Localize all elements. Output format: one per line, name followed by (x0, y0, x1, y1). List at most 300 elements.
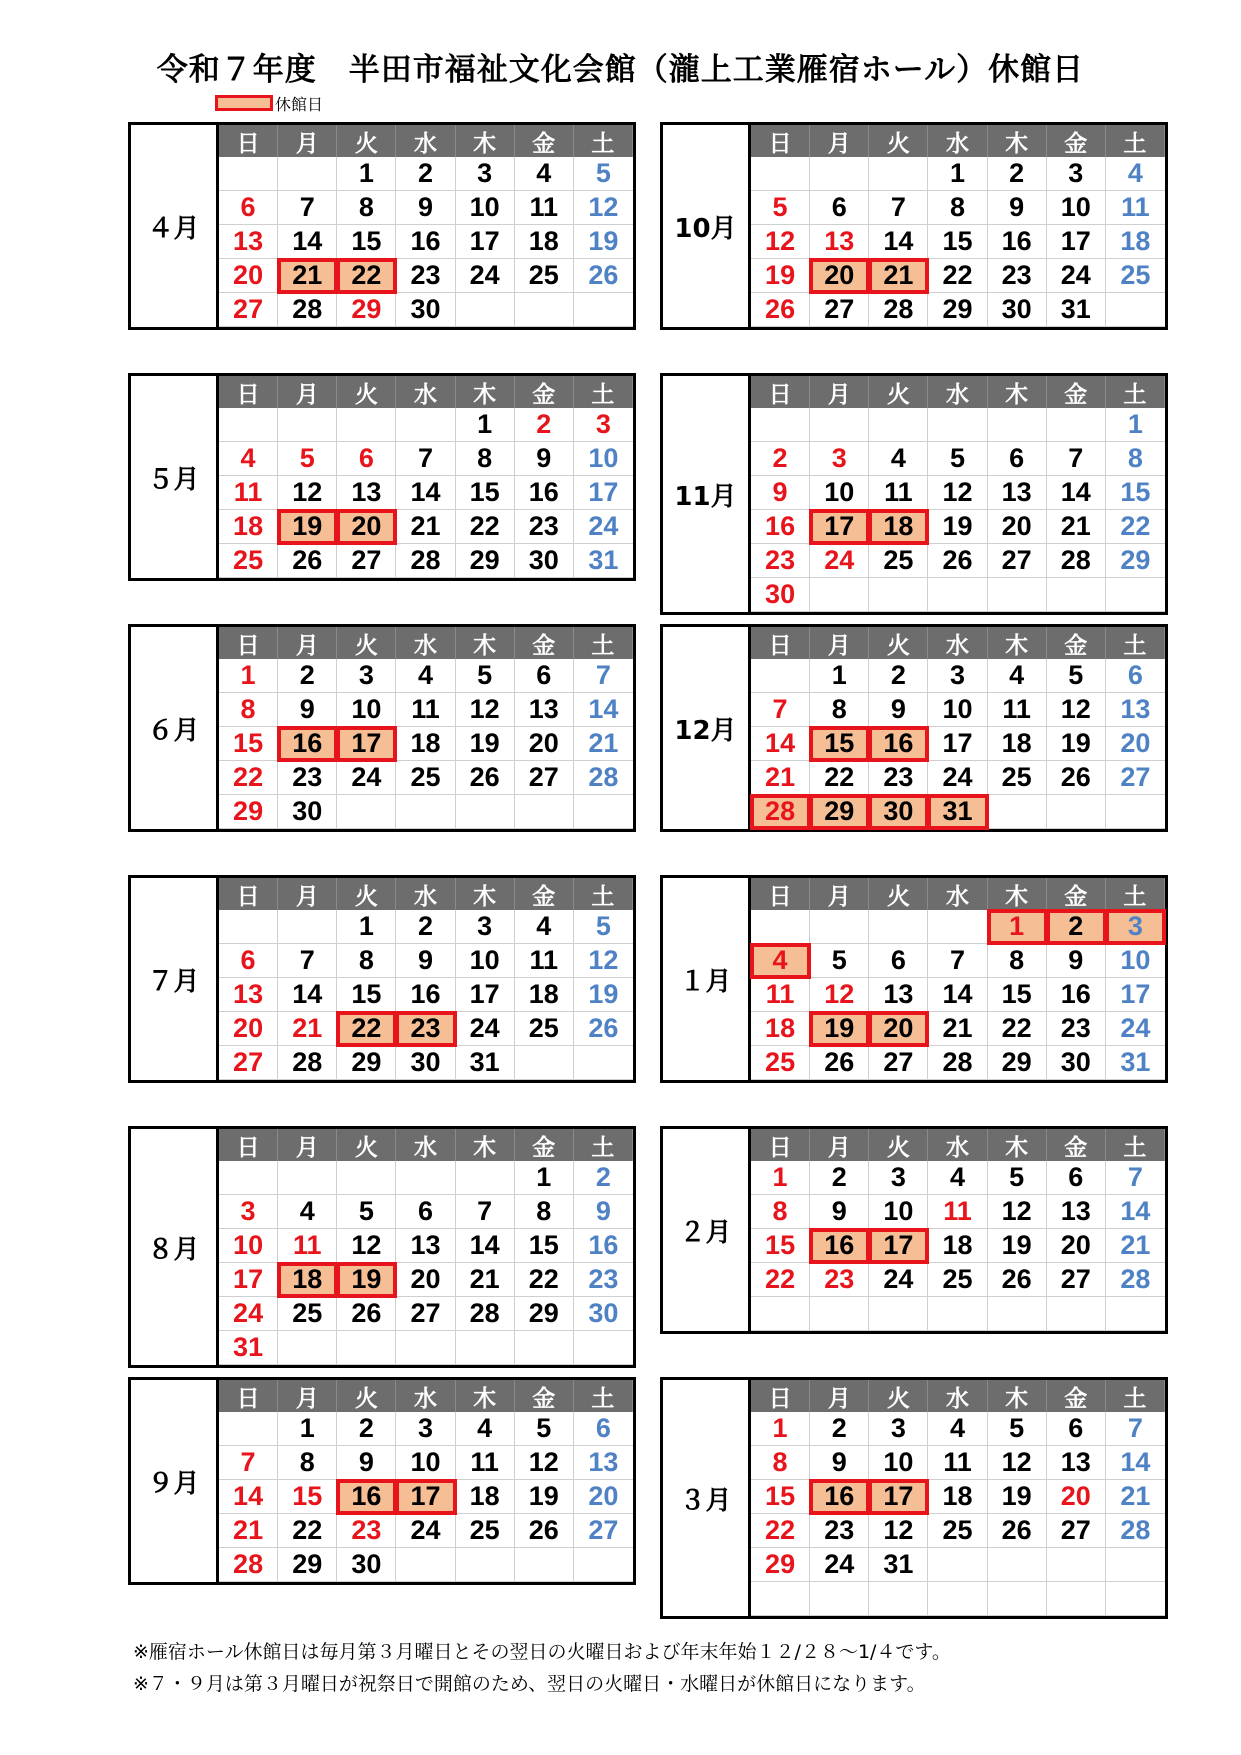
day-cell: 31 (869, 1548, 928, 1582)
day-cell: 26 (574, 259, 633, 293)
day-cell: 31 (219, 1331, 278, 1365)
day-cell: 14 (1047, 476, 1106, 510)
day-cell: 19 (574, 978, 633, 1012)
day-cell: 25 (988, 761, 1047, 795)
day-cell: 29 (988, 1046, 1047, 1080)
day-cell: 4 (456, 1412, 515, 1446)
day-cell: 7 (1047, 442, 1106, 476)
day-cell: 12 (337, 1229, 396, 1263)
day-cell: 4 (278, 1195, 337, 1229)
month-label: ３月 (663, 1380, 751, 1616)
month-label: ６月 (131, 627, 219, 829)
weekday-header: 水 (396, 1129, 455, 1161)
day-cell: 11 (456, 1446, 515, 1480)
day-cell: 27 (219, 293, 278, 327)
day-cell: 31 (456, 1046, 515, 1080)
weekday-header: 月 (810, 1129, 869, 1161)
day-cell: 12 (574, 944, 633, 978)
day-cell: 6 (574, 1412, 633, 1446)
day-cell: 3 (574, 408, 633, 442)
day-cell: 10 (869, 1195, 928, 1229)
day-cell (1047, 795, 1106, 829)
weekday-header: 土 (574, 376, 633, 408)
day-cell: 19 (278, 510, 337, 544)
month-grid (219, 376, 633, 578)
day-cell (574, 1046, 633, 1080)
day-cell: 3 (869, 1161, 928, 1195)
weekday-header: 木 (988, 627, 1047, 659)
day-cell: 13 (1047, 1195, 1106, 1229)
day-cell: 4 (928, 1161, 987, 1195)
day-cell: 7 (456, 1195, 515, 1229)
day-cell: 13 (1047, 1446, 1106, 1480)
day-cell: 16 (988, 225, 1047, 259)
weekday-header: 日 (219, 376, 278, 408)
month-calendar (660, 875, 1168, 1083)
day-cell: 13 (219, 978, 278, 1012)
day-cell: 13 (1106, 693, 1165, 727)
day-cell: 20 (869, 1012, 928, 1046)
day-cell: 16 (1047, 978, 1106, 1012)
day-cell: 25 (869, 544, 928, 578)
day-cell: 10 (396, 1446, 455, 1480)
day-cell: 11 (928, 1195, 987, 1229)
day-cell: 30 (869, 795, 928, 829)
day-cell: 12 (456, 693, 515, 727)
weekday-header: 土 (1106, 125, 1165, 157)
weekday-header: 日 (219, 878, 278, 910)
weekday-header: 水 (928, 1129, 987, 1161)
day-cell: 8 (1106, 442, 1165, 476)
day-cell (219, 157, 278, 191)
day-cell: 24 (337, 761, 396, 795)
day-cell: 23 (515, 510, 574, 544)
day-cell: 4 (928, 1412, 987, 1446)
day-cell: 4 (219, 442, 278, 476)
day-cell: 12 (810, 978, 869, 1012)
day-cell (988, 1582, 1047, 1616)
day-cell: 9 (396, 191, 455, 225)
day-cell: 27 (1047, 1263, 1106, 1297)
day-cell: 31 (1106, 1046, 1165, 1080)
day-cell: 22 (456, 510, 515, 544)
day-cell (219, 1412, 278, 1446)
day-cell (810, 910, 869, 944)
day-cell (219, 408, 278, 442)
day-cell (574, 293, 633, 327)
day-cell: 26 (751, 293, 810, 327)
day-cell: 10 (869, 1446, 928, 1480)
day-cell: 28 (574, 761, 633, 795)
day-cell (869, 408, 928, 442)
day-cell (396, 1331, 455, 1365)
day-cell: 24 (869, 1263, 928, 1297)
weekday-header: 月 (810, 125, 869, 157)
day-cell: 5 (988, 1412, 1047, 1446)
day-cell: 29 (337, 1046, 396, 1080)
month-grid (219, 125, 633, 327)
weekday-header: 日 (219, 1129, 278, 1161)
day-cell: 22 (988, 1012, 1047, 1046)
day-cell: 13 (810, 225, 869, 259)
day-cell: 29 (1106, 544, 1165, 578)
day-cell: 19 (456, 727, 515, 761)
day-cell: 26 (988, 1263, 1047, 1297)
weekday-header: 水 (396, 376, 455, 408)
day-cell: 1 (810, 659, 869, 693)
day-cell: 24 (456, 259, 515, 293)
day-cell: 31 (928, 795, 987, 829)
weekday-header: 火 (337, 125, 396, 157)
weekday-header: 日 (751, 125, 810, 157)
weekday-header: 金 (515, 125, 574, 157)
day-cell (810, 1297, 869, 1331)
day-cell (988, 1297, 1047, 1331)
weekday-header: 金 (1047, 878, 1106, 910)
day-cell: 3 (456, 157, 515, 191)
day-cell: 20 (988, 510, 1047, 544)
day-cell (869, 578, 928, 612)
day-cell: 17 (928, 727, 987, 761)
day-cell: 1 (456, 408, 515, 442)
day-cell (1047, 1297, 1106, 1331)
month-calendar (660, 1377, 1168, 1619)
month-grid (219, 878, 633, 1080)
day-cell: 3 (456, 910, 515, 944)
day-cell: 28 (396, 544, 455, 578)
day-cell: 10 (1106, 944, 1165, 978)
day-cell: 29 (515, 1297, 574, 1331)
day-cell: 17 (337, 727, 396, 761)
day-cell: 10 (928, 693, 987, 727)
month-calendar (128, 1377, 636, 1585)
day-cell: 6 (988, 442, 1047, 476)
month-grid (219, 1129, 633, 1365)
weekday-header: 土 (574, 125, 633, 157)
month-label: ９月 (131, 1380, 219, 1582)
weekday-header: 月 (278, 125, 337, 157)
weekday-header: 水 (928, 125, 987, 157)
day-cell: 29 (928, 293, 987, 327)
day-cell: 1 (337, 157, 396, 191)
day-cell: 18 (1106, 225, 1165, 259)
day-cell: 25 (1106, 259, 1165, 293)
day-cell: 9 (278, 693, 337, 727)
weekday-header: 土 (574, 1129, 633, 1161)
day-cell: 27 (1106, 761, 1165, 795)
day-cell: 19 (810, 1012, 869, 1046)
weekday-header: 月 (810, 1380, 869, 1412)
day-cell: 24 (1047, 259, 1106, 293)
day-cell: 20 (219, 1012, 278, 1046)
day-cell: 28 (1106, 1514, 1165, 1548)
month-calendar (128, 373, 636, 581)
day-cell (1106, 1297, 1165, 1331)
day-cell: 22 (337, 1012, 396, 1046)
day-cell: 25 (219, 544, 278, 578)
day-cell: 27 (219, 1046, 278, 1080)
day-cell: 24 (810, 544, 869, 578)
day-cell: 4 (515, 910, 574, 944)
day-cell: 17 (456, 225, 515, 259)
day-cell (396, 795, 455, 829)
day-cell: 17 (574, 476, 633, 510)
weekday-header: 金 (515, 1380, 574, 1412)
weekday-header: 月 (810, 878, 869, 910)
weekday-header: 木 (988, 1129, 1047, 1161)
day-cell: 24 (574, 510, 633, 544)
day-cell: 14 (751, 727, 810, 761)
day-cell: 15 (751, 1229, 810, 1263)
day-cell (1047, 578, 1106, 612)
day-cell: 17 (456, 978, 515, 1012)
day-cell: 21 (278, 259, 337, 293)
day-cell (278, 408, 337, 442)
day-cell: 21 (574, 727, 633, 761)
day-cell: 30 (1047, 1046, 1106, 1080)
weekday-header: 木 (988, 125, 1047, 157)
day-cell: 7 (751, 693, 810, 727)
month-grid (219, 1380, 633, 1582)
footnote-2: ※７・９月は第３月曜日が祝祭日で開館のため、翌日の火曜日・水曜日が休館日になります。 (133, 1673, 926, 1695)
weekday-header: 土 (1106, 1380, 1165, 1412)
day-cell (751, 408, 810, 442)
day-cell: 22 (1106, 510, 1165, 544)
day-cell: 19 (751, 259, 810, 293)
day-cell: 2 (337, 1412, 396, 1446)
day-cell: 23 (278, 761, 337, 795)
day-cell: 8 (988, 944, 1047, 978)
day-cell: 10 (456, 944, 515, 978)
day-cell: 20 (1106, 727, 1165, 761)
day-cell: 8 (515, 1195, 574, 1229)
day-cell (456, 795, 515, 829)
day-cell: 7 (869, 191, 928, 225)
day-cell: 4 (396, 659, 455, 693)
day-cell: 17 (1047, 225, 1106, 259)
month-label: ８月 (131, 1129, 219, 1365)
day-cell: 13 (337, 476, 396, 510)
day-cell (810, 408, 869, 442)
day-cell: 13 (869, 978, 928, 1012)
day-cell: 8 (810, 693, 869, 727)
day-cell: 18 (515, 225, 574, 259)
day-cell: 18 (515, 978, 574, 1012)
day-cell: 16 (337, 1480, 396, 1514)
day-cell: 22 (810, 761, 869, 795)
weekday-header: 水 (396, 878, 455, 910)
month-label: １月 (663, 878, 751, 1080)
day-cell: 5 (1047, 659, 1106, 693)
day-cell: 15 (810, 727, 869, 761)
day-cell: 14 (278, 978, 337, 1012)
weekday-header: 日 (751, 376, 810, 408)
day-cell: 19 (337, 1263, 396, 1297)
day-cell: 9 (574, 1195, 633, 1229)
weekday-header: 月 (278, 1129, 337, 1161)
day-cell: 8 (337, 191, 396, 225)
day-cell: 3 (1047, 157, 1106, 191)
day-cell: 5 (928, 442, 987, 476)
weekday-header: 土 (1106, 1129, 1165, 1161)
day-cell: 18 (988, 727, 1047, 761)
day-cell: 31 (1047, 293, 1106, 327)
day-cell: 4 (751, 944, 810, 978)
day-cell: 27 (337, 544, 396, 578)
weekday-header: 月 (810, 376, 869, 408)
weekday-header: 木 (456, 627, 515, 659)
day-cell: 3 (869, 1412, 928, 1446)
day-cell (928, 910, 987, 944)
month-grid (751, 627, 1165, 829)
weekday-header: 火 (337, 1129, 396, 1161)
month-grid (751, 1380, 1165, 1616)
day-cell: 17 (810, 510, 869, 544)
day-cell (515, 795, 574, 829)
day-cell: 21 (751, 761, 810, 795)
day-cell: 12 (988, 1446, 1047, 1480)
weekday-header: 水 (928, 878, 987, 910)
day-cell: 2 (396, 910, 455, 944)
day-cell: 4 (988, 659, 1047, 693)
weekday-header: 木 (988, 376, 1047, 408)
day-cell: 5 (751, 191, 810, 225)
day-cell: 24 (928, 761, 987, 795)
day-cell (751, 659, 810, 693)
day-cell: 2 (869, 659, 928, 693)
weekday-header: 金 (1047, 376, 1106, 408)
day-cell: 5 (810, 944, 869, 978)
day-cell: 25 (515, 1012, 574, 1046)
day-cell (278, 910, 337, 944)
day-cell: 18 (928, 1480, 987, 1514)
weekday-header: 日 (751, 878, 810, 910)
month-grid (751, 376, 1165, 612)
day-cell: 15 (928, 225, 987, 259)
month-calendar (660, 624, 1168, 832)
day-cell: 14 (396, 476, 455, 510)
day-cell: 28 (928, 1046, 987, 1080)
weekday-header: 水 (928, 376, 987, 408)
month-label: ５月 (131, 376, 219, 578)
month-label: ４月 (131, 125, 219, 327)
day-cell: 10 (337, 693, 396, 727)
day-cell: 2 (1047, 910, 1106, 944)
day-cell (456, 1161, 515, 1195)
month-label: 11月 (663, 376, 751, 612)
day-cell: 6 (219, 191, 278, 225)
day-cell: 9 (337, 1446, 396, 1480)
day-cell (928, 1548, 987, 1582)
day-cell: 15 (456, 476, 515, 510)
day-cell: 28 (219, 1548, 278, 1582)
day-cell: 16 (278, 727, 337, 761)
day-cell: 12 (928, 476, 987, 510)
day-cell: 17 (869, 1229, 928, 1263)
day-cell: 22 (337, 259, 396, 293)
day-cell: 14 (928, 978, 987, 1012)
weekday-header: 木 (988, 878, 1047, 910)
day-cell (515, 1331, 574, 1365)
day-cell: 12 (869, 1514, 928, 1548)
day-cell: 19 (1047, 727, 1106, 761)
day-cell: 25 (928, 1263, 987, 1297)
day-cell: 24 (219, 1297, 278, 1331)
day-cell (869, 910, 928, 944)
day-cell: 11 (1106, 191, 1165, 225)
day-cell: 8 (219, 693, 278, 727)
day-cell (456, 293, 515, 327)
day-cell: 21 (278, 1012, 337, 1046)
weekday-header: 水 (396, 1380, 455, 1412)
day-cell: 19 (928, 510, 987, 544)
day-cell: 7 (278, 191, 337, 225)
day-cell: 20 (396, 1263, 455, 1297)
day-cell: 23 (751, 544, 810, 578)
day-cell: 27 (988, 544, 1047, 578)
day-cell: 28 (278, 1046, 337, 1080)
day-cell: 2 (751, 442, 810, 476)
day-cell: 20 (219, 259, 278, 293)
day-cell: 14 (219, 1480, 278, 1514)
day-cell: 22 (928, 259, 987, 293)
day-cell: 21 (928, 1012, 987, 1046)
day-cell: 27 (810, 293, 869, 327)
day-cell: 18 (278, 1263, 337, 1297)
day-cell (1106, 795, 1165, 829)
month-label: ２月 (663, 1129, 751, 1331)
day-cell: 6 (810, 191, 869, 225)
weekday-header: 金 (1047, 1380, 1106, 1412)
day-cell: 15 (337, 225, 396, 259)
day-cell: 21 (396, 510, 455, 544)
page-title: 令和７年度 半田市福祉文化会館（瀧上工業雁宿ホール）休館日 (156, 52, 1085, 88)
day-cell: 23 (396, 1012, 455, 1046)
day-cell: 13 (515, 693, 574, 727)
day-cell: 21 (1106, 1229, 1165, 1263)
day-cell: 3 (1106, 910, 1165, 944)
day-cell (337, 1331, 396, 1365)
day-cell (1106, 578, 1165, 612)
day-cell: 10 (456, 191, 515, 225)
month-grid (751, 125, 1165, 327)
day-cell: 1 (751, 1412, 810, 1446)
day-cell: 8 (456, 442, 515, 476)
day-cell (1047, 408, 1106, 442)
day-cell: 11 (751, 978, 810, 1012)
day-cell: 22 (515, 1263, 574, 1297)
weekday-header: 土 (574, 627, 633, 659)
weekday-header: 水 (928, 1380, 987, 1412)
day-cell: 27 (396, 1297, 455, 1331)
day-cell: 23 (337, 1514, 396, 1548)
day-cell: 21 (869, 259, 928, 293)
weekday-header: 木 (456, 125, 515, 157)
day-cell: 18 (928, 1229, 987, 1263)
day-cell (278, 157, 337, 191)
day-cell: 16 (751, 510, 810, 544)
weekday-header: 土 (1106, 627, 1165, 659)
day-cell: 10 (219, 1229, 278, 1263)
day-cell: 26 (988, 1514, 1047, 1548)
day-cell: 26 (278, 544, 337, 578)
day-cell: 26 (456, 761, 515, 795)
day-cell: 24 (810, 1548, 869, 1582)
day-cell: 18 (869, 510, 928, 544)
day-cell: 25 (278, 1297, 337, 1331)
day-cell: 29 (810, 795, 869, 829)
day-cell: 17 (396, 1480, 455, 1514)
